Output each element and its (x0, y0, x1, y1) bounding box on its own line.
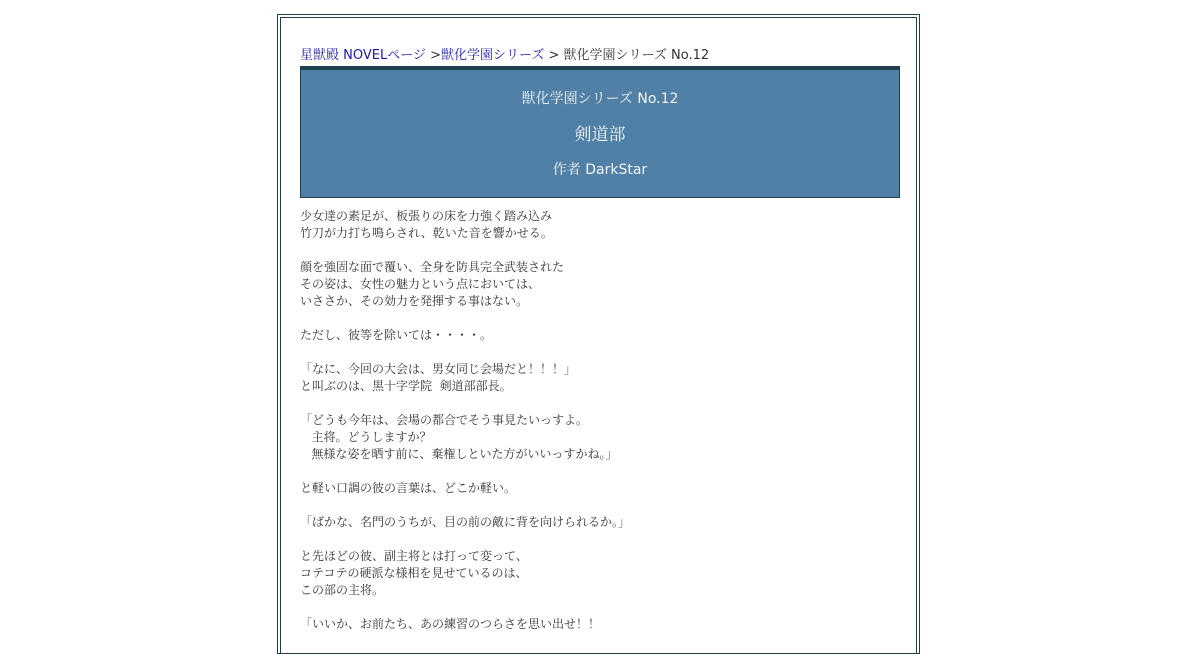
breadcrumb-separator: > (425, 48, 441, 63)
story-line: 主将。どうしますか？ (300, 430, 432, 444)
story-line: と叫ぶのは、黒十字学院 剣道部部長。 (300, 379, 512, 393)
blank-line (300, 242, 900, 259)
story-line: その姿は、女性の魅力という点においては、 (300, 277, 541, 291)
blank-line (300, 344, 900, 361)
author-line: 作者 DarkStar (552, 162, 648, 178)
story-line: 少女達の素足が、板張りの床を力強く踏み込み (300, 209, 553, 223)
story-line: と軽い口調の彼の言葉は、どこか軽い。 (300, 481, 517, 495)
breadcrumb-separator: > (544, 48, 564, 63)
story-line: いささか、その効力を発揮する事はない。 (300, 294, 529, 308)
story-line: ただし、彼等を除いては・・・・。 (300, 328, 493, 342)
story-line: 「なに、今回の大会は、男女同じ会場だと！！！」 (300, 362, 577, 376)
blank-line (300, 463, 900, 480)
blank-line (300, 395, 900, 412)
story-line: 顔を強固な面で覆い、全身を防具完全武装された (300, 260, 565, 274)
breadcrumb (300, 47, 900, 65)
breadcrumb-link-home[interactable]: 星獣殿 NOVELページ (300, 48, 426, 63)
blank-line (300, 310, 900, 327)
breadcrumb-link-series[interactable]: 獣化学園シリーズ (440, 48, 545, 63)
story-line: 竹刀が力打ち鳴らされ、乾いた音を響かせる。 (300, 226, 553, 240)
story-line: 「ばかな、名門のうちが、目の前の敵に背を向けられるか。」 (300, 515, 631, 529)
story-line: 無様な姿を晒す前に、棄権しといた方がいいっすかね。」 (300, 447, 618, 461)
series-title: 獣化学園シリーズ No.12 (521, 91, 679, 107)
story-line: コテコテの硬派な様相を見せているのは、 (300, 566, 528, 580)
story-line: 「いいか、お前たち、あの練習のつらさを思い出せ！！ (300, 617, 601, 631)
story-title: 剣道部 (574, 125, 626, 145)
story-line: 「どうも今年は、会場の都合でそう事見たいっすよ。 (300, 413, 589, 427)
blank-line (300, 531, 900, 548)
story-line: と先ほどの彼、副主将とは打って変って、 (300, 549, 528, 563)
story-line: この部の主将。 (300, 583, 385, 597)
main-content (300, 47, 900, 633)
breadcrumb-current: 獣化学園シリーズ No.12 (563, 48, 710, 63)
story-body (300, 208, 900, 633)
story-header (300, 66, 900, 198)
blank-line (300, 599, 900, 616)
blank-line (300, 497, 900, 514)
